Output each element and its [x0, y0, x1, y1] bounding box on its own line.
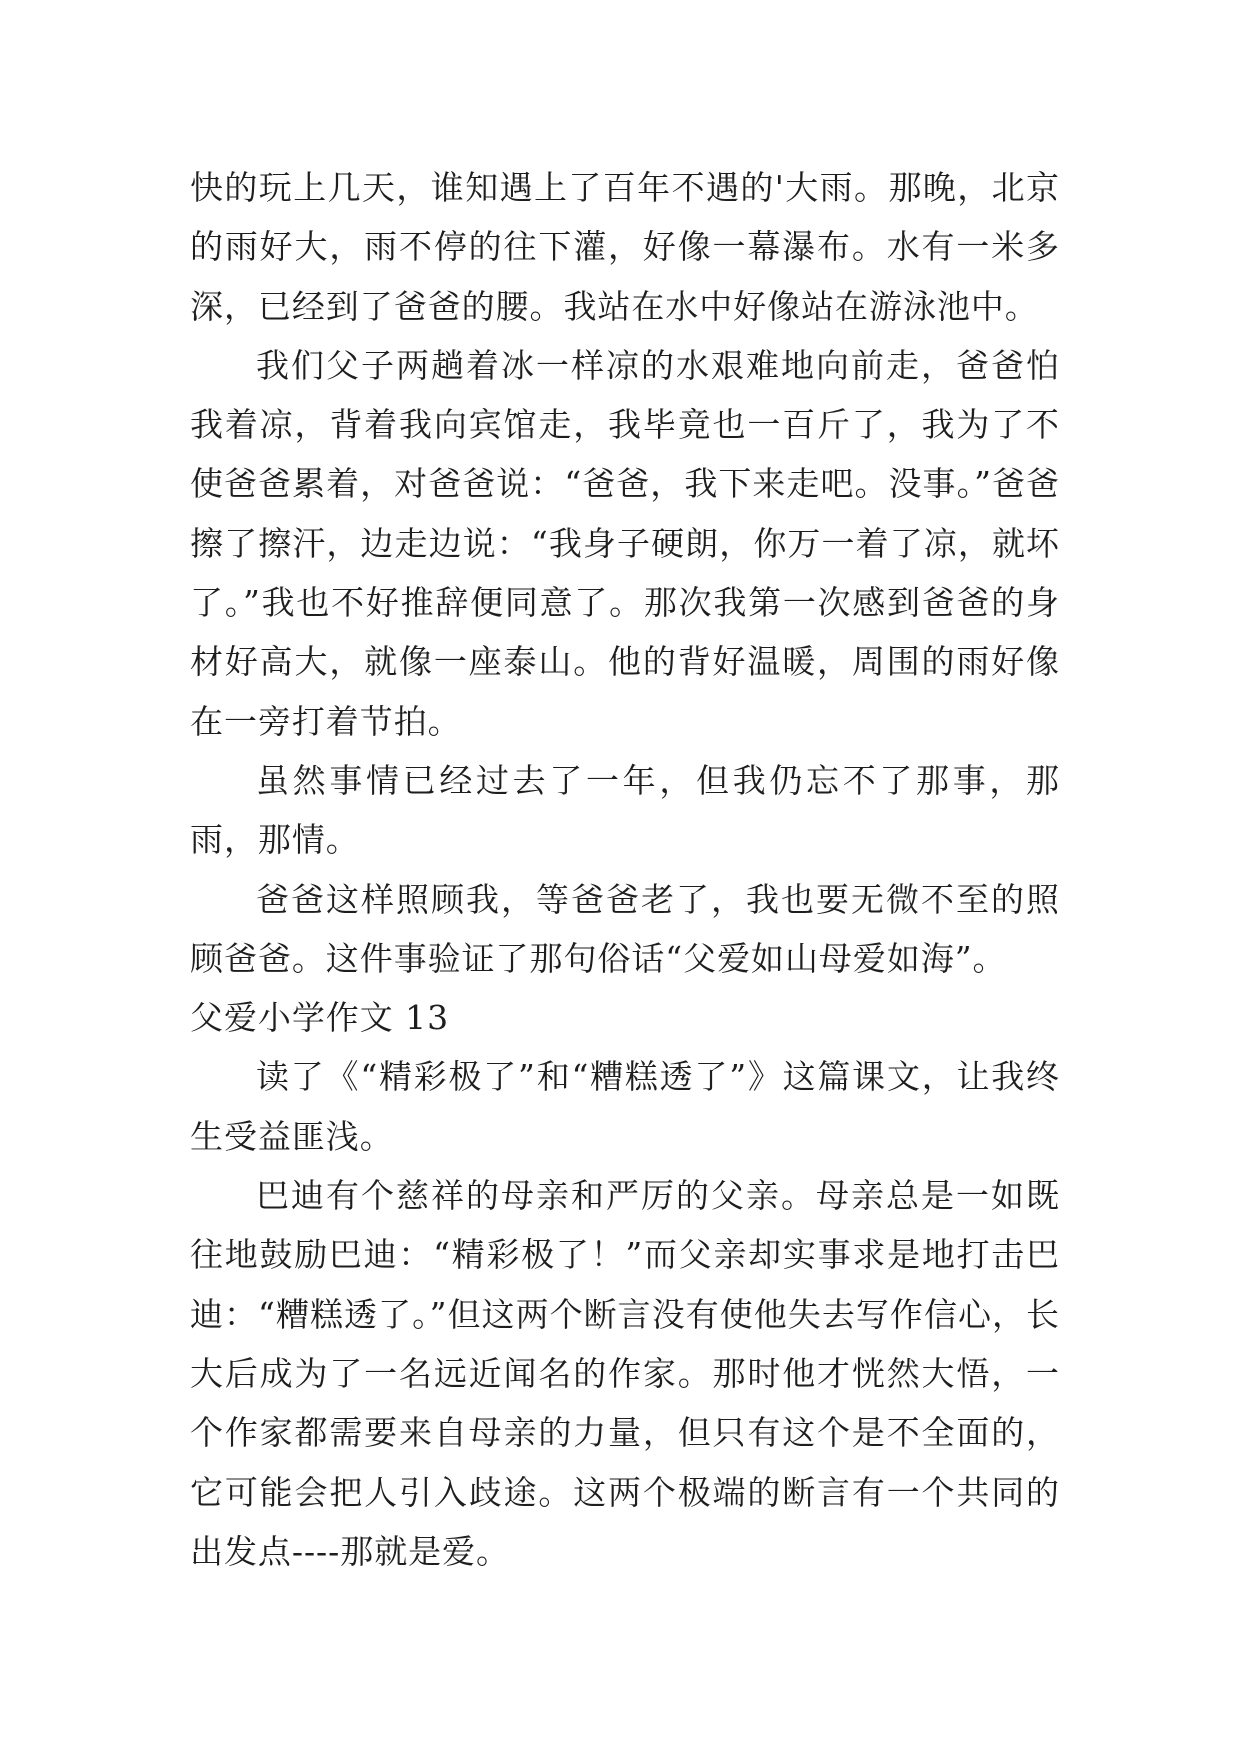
paragraph-2: 我们父子两趟着冰一样凉的水艰难地向前走，爸爸怕我着凉，背着我向宾馆走，我毕竟也一百斤了，我为了不使爸爸累着，对爸爸说：“爸爸，我下来走吧。没事。”爸爸擦了擦汗，边走边说：“我身子硬朗，你万一着了凉，就坏了。”我也不好推辞便同意了。那次我第一次感到爸爸的身材好高大，就像一座泰山。他的背好温暖，周围的雨好像在一旁打着节拍。: [190, 345, 1060, 741]
paragraph-6: 巴迪有个慈祥的母亲和严厉的父亲。母亲总是一如既往地鼓励巴迪：“精彩极了！”而父亲却实事求是地打击巴迪：“糟糕透了。”但这两个断言没有使他失去写作信心，长大后成为了一名远近闻名的作家。那时他才恍然大悟，一个作家都需要来自母亲的力量，但只有这个是不全面的，它可能会把人引入歧途。这两个极端的断言有一个共同的出发点----那就是爱。: [190, 1176, 1060, 1571]
document-page: [190, 158, 1060, 1581]
paragraph-3: 虽然事情已经过去了一年，但我仍忘不了那事，那雨，那情。: [190, 760, 1060, 860]
paragraph-4: 爸爸这样照顾我，等爸爸老了，我也要无微不至的照顾爸爸。这件事验证了那句俗话“父爱如山母爱如海”。: [190, 879, 1060, 978]
paragraph-5: 读了《“精彩极了”和“糟糕透了”》这篇课文，让我终生受益匪浅。: [190, 1057, 1060, 1156]
paragraph-1: 快的玩上几天，谁知遇上了百年不遇的'大雨。那晚，北京的雨好大，雨不停的往下灌，好像一幕瀑布。水有一米多深，已经到了爸爸的腰。我站在水中好像站在游泳池中。: [190, 168, 1060, 326]
section-heading: 父爱小学作文 13: [190, 998, 450, 1038]
